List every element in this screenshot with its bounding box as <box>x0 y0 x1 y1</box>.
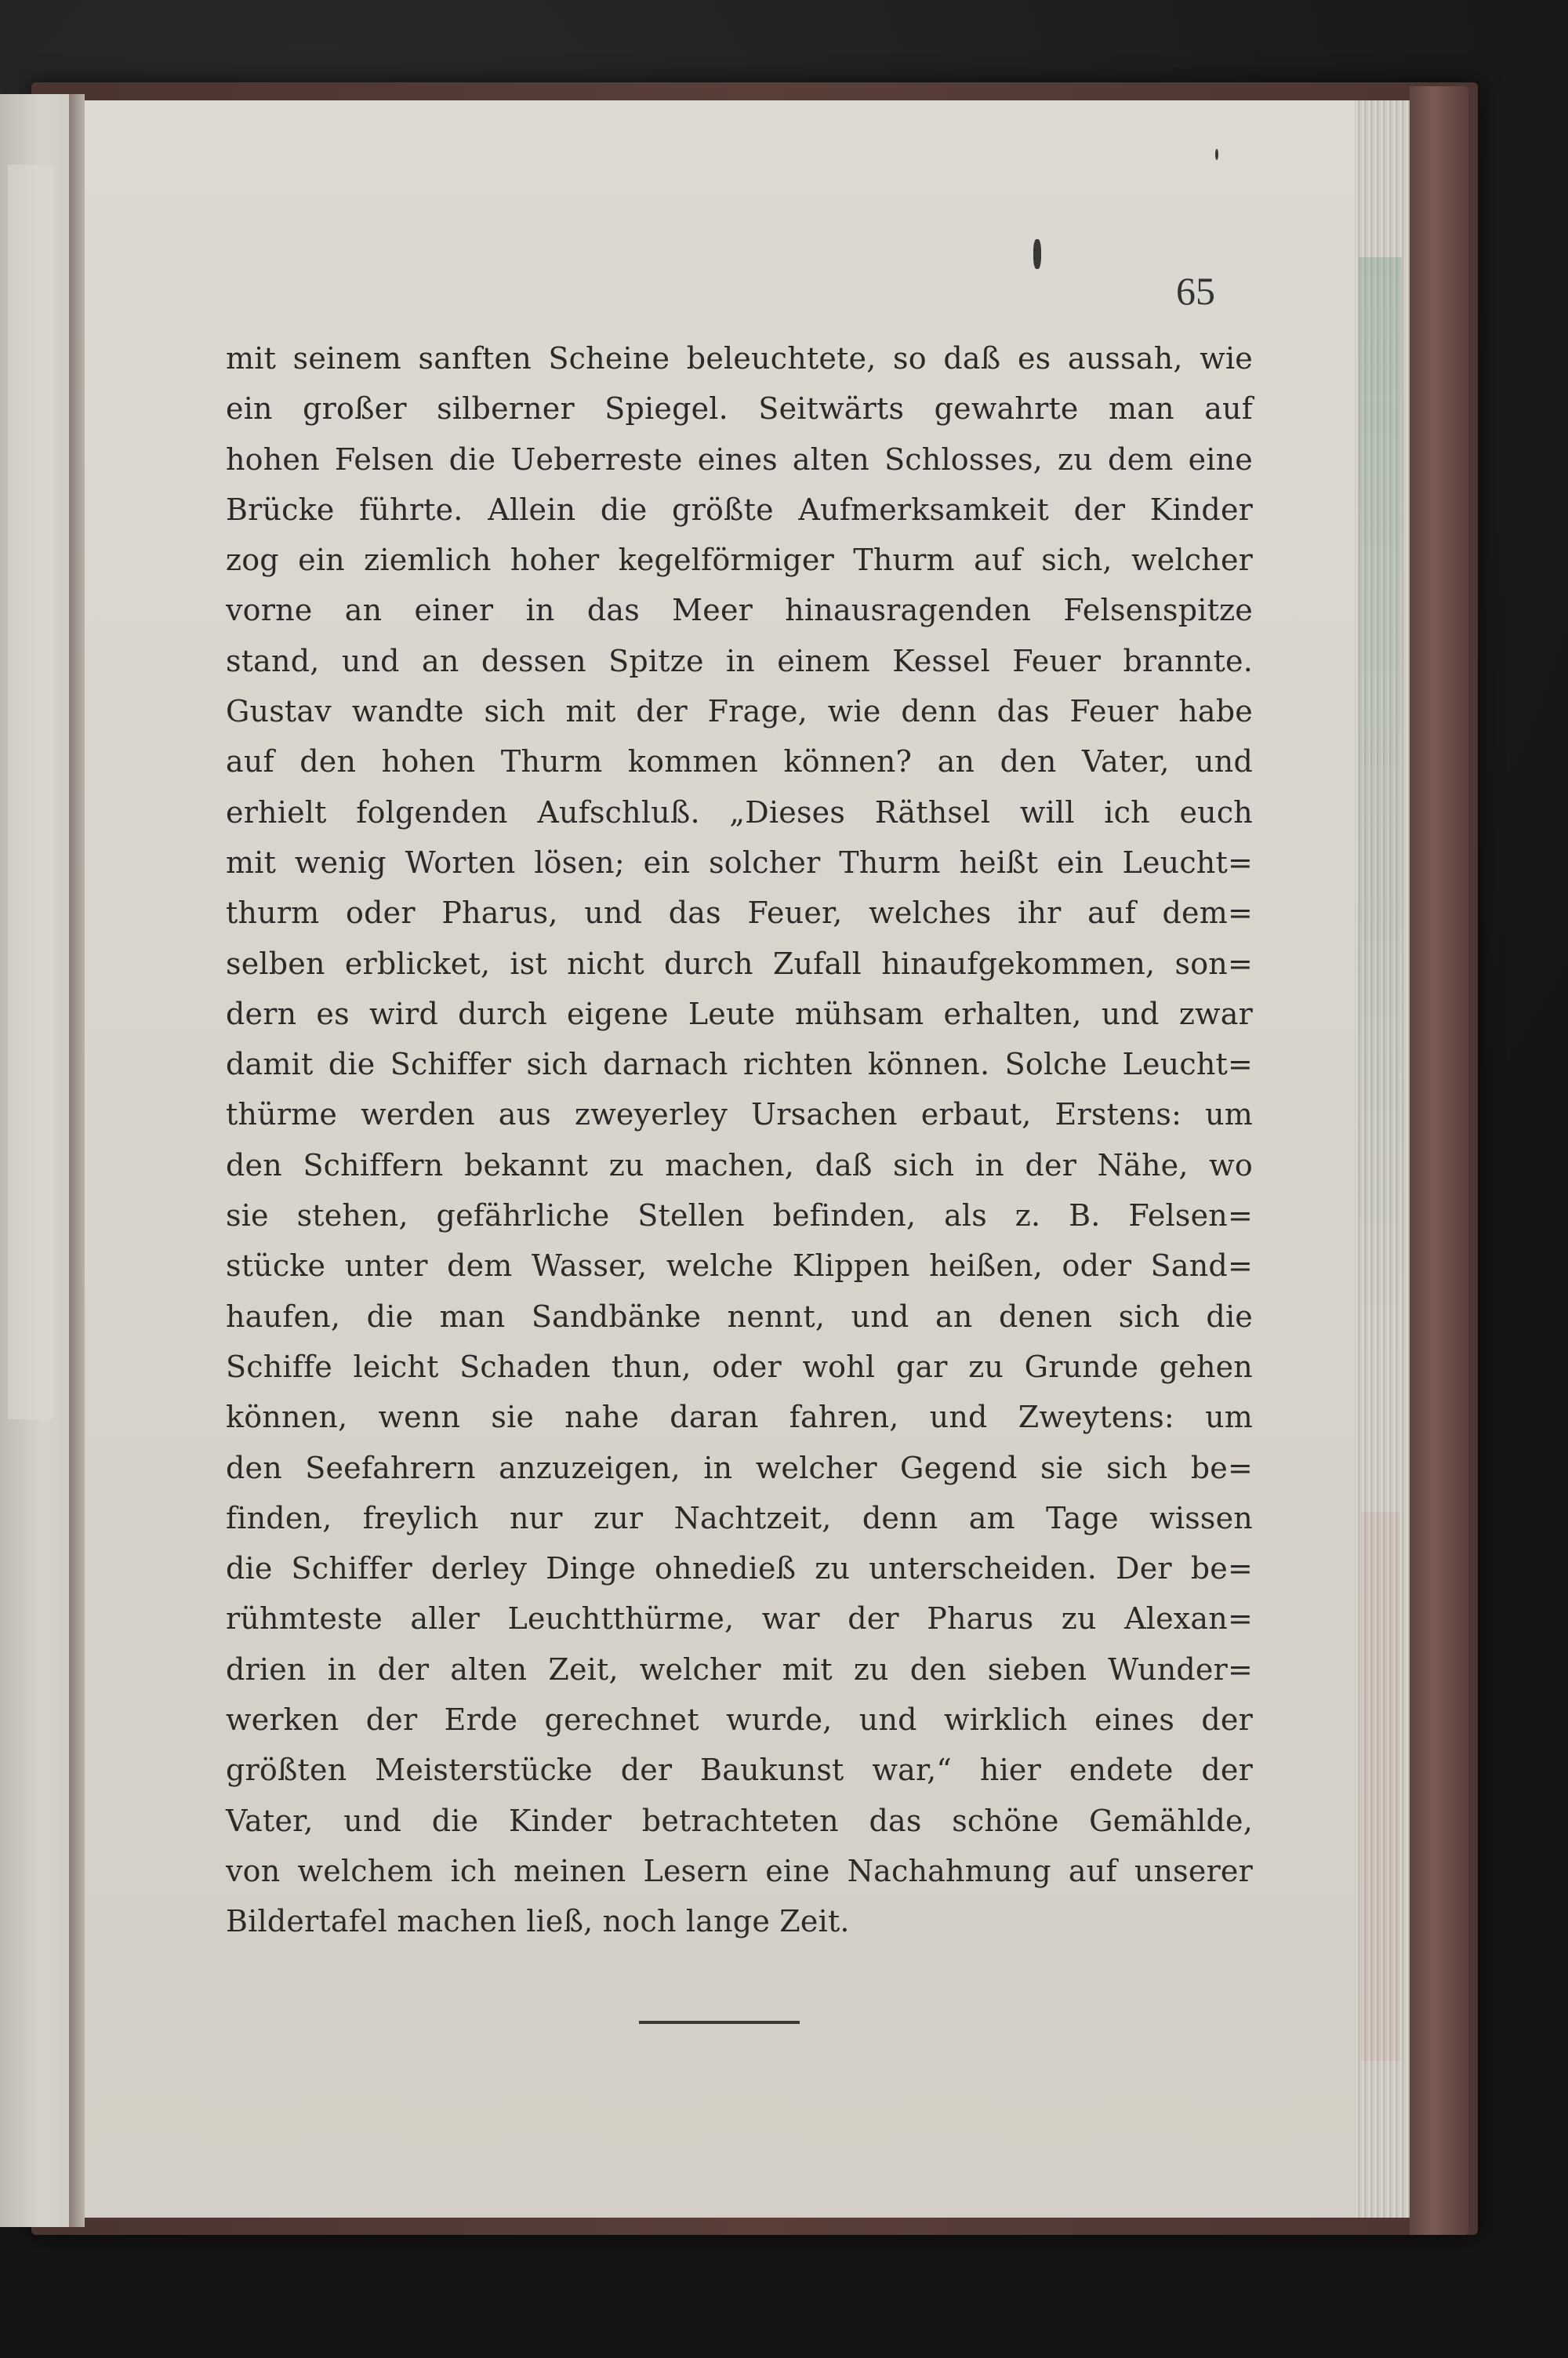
text-line: stand, und an dessen Spitze in einem Kessel Feuer brannte. <box>226 643 1253 678</box>
text-line: können, wenn sie nahe daran fahren, und Zweytens: um <box>226 1400 1253 1435</box>
text-line: hohen Felsen die Ueberreste eines alten Schlosses, zu dem eine <box>226 441 1253 477</box>
text-line: Brücke führte. Allein die größte Aufmerksamkeit der Kinder <box>226 492 1253 527</box>
ink-speck <box>1033 239 1041 269</box>
closing-rule <box>639 2021 800 2024</box>
text-line: mit seinem sanften Scheine beleuchtete, so daß es aussah, wie <box>226 341 1253 376</box>
text-line: Vater, und die Kinder betrachteten das schöne Gemählde, <box>226 1803 1253 1838</box>
facing-page-text-area <box>8 165 53 1419</box>
page-body-text <box>226 333 1253 1947</box>
book-cover-edge <box>1410 86 1468 2235</box>
text-line: rühmteste aller Leuchtthürme, war der Pharus zu Alexan= <box>226 1601 1253 1637</box>
page-edge-stack <box>1355 100 1410 2218</box>
facing-page-edge <box>0 94 72 2227</box>
text-line: werken der Erde gerechnet wurde, und wirklich eines der <box>226 1702 1253 1738</box>
text-line: sie stehen, gefährliche Stellen befinden, als z. B. Felsen= <box>226 1198 1253 1233</box>
page-number: 65 <box>1176 269 1215 313</box>
ink-speck <box>1215 149 1218 160</box>
text-line: Bildertafel machen ließ, noch lange Zeit. <box>226 1904 850 1939</box>
book-gutter <box>69 94 85 2227</box>
text-line: mit wenig Worten lösen; ein solcher Thurm heißt ein Leucht= <box>226 845 1253 880</box>
text-line: erhielt folgenden Aufschluß. „Dieses Räthsel will ich euch <box>226 794 1253 830</box>
text-line: die Schiffer derley Dinge ohnedieß zu unterscheiden. Der be= <box>226 1551 1253 1586</box>
text-line: auf den hohen Thurm kommen können? an den Vater, und <box>226 744 1253 779</box>
text-line: thürme werden aus zweyerley Ursachen erbaut, Erstens: um <box>226 1097 1253 1132</box>
edge-stain <box>1359 257 1402 1355</box>
text-line: größten Meisterstücke der Baukunst war,“ hier endete der <box>226 1753 1253 1788</box>
text-line: zog ein ziemlich hoher kegelförmiger Thurm auf sich, welcher <box>226 543 1253 578</box>
text-line: haufen, die man Sandbänke nennt, und an denen sich die <box>226 1299 1253 1334</box>
edge-stain <box>1361 1512 1400 2061</box>
text-line: stücke unter dem Wasser, welche Klippen heißen, oder Sand= <box>226 1248 1253 1284</box>
text-line: finden, freylich nur zur Nachtzeit, denn am Tage wissen <box>226 1500 1253 1535</box>
text-line: den Schiffern bekannt zu machen, daß sich in der Nähe, wo <box>226 1147 1253 1183</box>
text-line: drien in der alten Zeit, welcher mit zu den sieben Wunder= <box>226 1651 1253 1687</box>
text-line: selben erblicket, ist nicht durch Zufall hinaufgekommen, son= <box>226 946 1253 981</box>
text-line: Gustav wandte sich mit der Frage, wie denn das Feuer habe <box>226 694 1253 729</box>
text-line: ein großer silberner Spiegel. Seitwärts gewahrte man auf <box>226 391 1253 427</box>
text-line: damit die Schiffer sich darnach richten können. Solche Leucht= <box>226 1047 1253 1082</box>
text-line: vorne an einer in das Meer hinausragenden Felsenspitze <box>226 593 1253 628</box>
text-line: Schiffe leicht Schaden thun, oder wohl gar zu Grunde gehen <box>226 1349 1253 1384</box>
text-line: von welchem ich meinen Lesern eine Nachahmung auf unserer <box>226 1853 1253 1888</box>
text-line: dern es wird durch eigene Leute mühsam erhalten, und zwar <box>226 996 1253 1031</box>
text-line: thurm oder Pharus, und das Feuer, welches ihr auf dem= <box>226 896 1253 931</box>
text-line: den Seefahrern anzuzeigen, in welcher Gegend sie sich be= <box>226 1450 1253 1485</box>
